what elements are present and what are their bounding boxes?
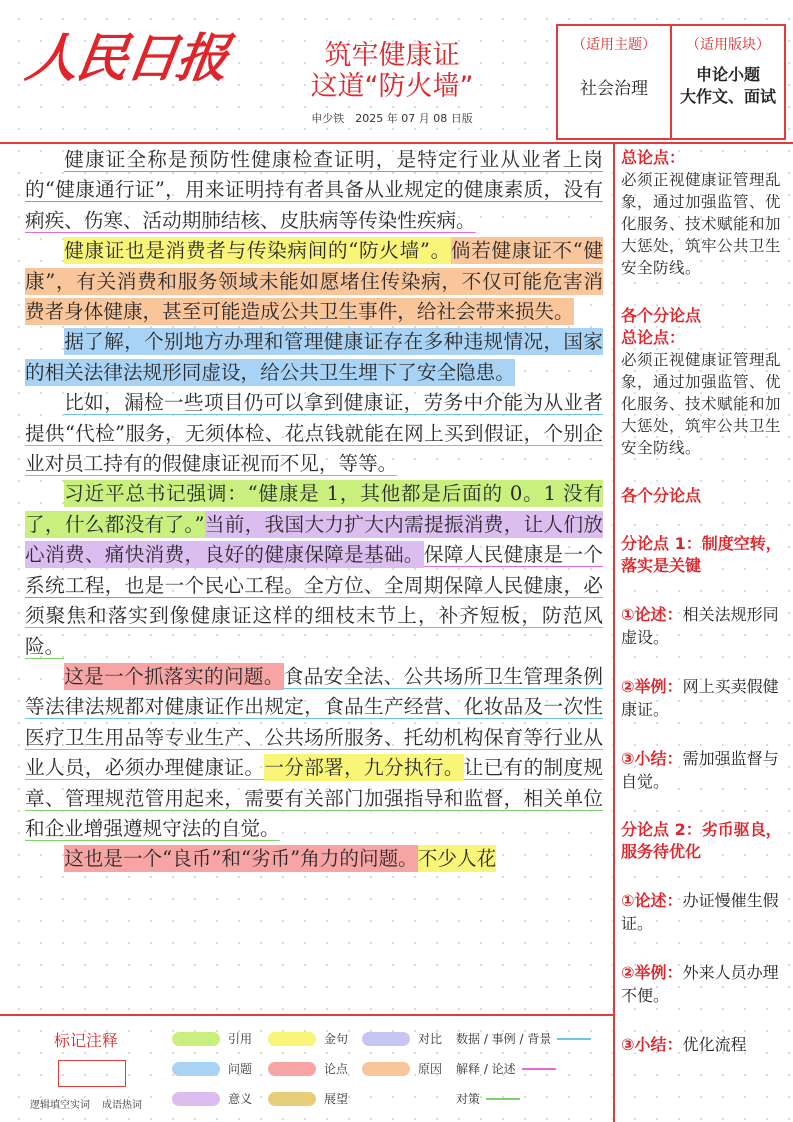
problem-text: 据了解，个别地方办理和管理健康证存在多种违规情况，国家的相关法律法规形同虚设，给公共卫生埋下了安全隐患。 — [25, 330, 603, 384]
legend-swatch — [362, 1062, 410, 1076]
legend-swatch — [172, 1092, 220, 1106]
theme-label: （适用主题） — [572, 37, 656, 53]
legend-underline — [557, 1038, 591, 1040]
legend-swatch — [172, 1032, 220, 1046]
byline: 申少铁 2025 年 07 月 08 日版 — [311, 112, 473, 125]
sub-points-label: 各个分论点 — [621, 306, 702, 325]
point-text: 这是一个抓落实的问题。 — [64, 664, 284, 688]
headline-line2: 这道“防火墙” — [310, 71, 474, 102]
legend-sample-box — [58, 1060, 126, 1087]
legend-problem: 问题 — [172, 1060, 252, 1077]
headline-line1: 筑牢健康证 — [324, 40, 460, 71]
sub-points-label-repeat: 各个分论点 — [621, 486, 702, 505]
reason-text: 倘若健康证不“健康”，有关消费和服务领域未能如愿堵住传染病，不仅可能危害消费者身体健康，甚至可能造成公共卫生事件，给社会带来损失。 — [25, 239, 603, 324]
legend-point: 论点 — [268, 1060, 348, 1077]
legend-contrast: 对比 — [362, 1030, 442, 1047]
overall-label-repeat: 总论点： — [621, 328, 686, 347]
divider-vertical — [613, 144, 615, 1122]
explain-text: 保障人民健康是一个系统工程，也是一个民心工程。 — [25, 543, 603, 597]
golden-sentence: 健康证也是消费者与传染病间的“防火墙”。 — [64, 239, 451, 263]
section-value-line2: 大作文、面试 — [679, 87, 776, 106]
article-body — [25, 145, 603, 1011]
overall-label: 总论点： — [621, 148, 686, 167]
example-text: 比如，漏检一些项目仍可以拿到健康证，劳务中介能为从业者提供“代检”服务，无须体检、花点钱就能在网上买到假证，个别企业对员工持有的假健康证视而不见，等等。 — [25, 391, 603, 476]
measure-text: 让已有的制度规章、管理规范管用起来，需要有关部门加强指导和监督，相关单位和企业增强遵规守法的自觉。 — [25, 756, 603, 840]
newspaper-logo: 人民日报 — [22, 28, 231, 89]
paragraph-4 — [25, 388, 603, 479]
overall-text: 必须正视健康证管理乱象，通过加强监管、优化服务、技术赋能和加大惩处，筑牢公共卫生安全防线。 — [621, 171, 782, 277]
annotation-legend — [0, 1016, 613, 1122]
point1-title: 分论点 1：制度空转，落实是关键 — [621, 534, 782, 575]
theme-column — [558, 26, 670, 138]
paragraph-2 — [25, 236, 603, 327]
legend-meaning: 意义 — [172, 1090, 252, 1107]
legend-outlook: 展望 — [268, 1090, 348, 1107]
meaning-text: 当前，我国大力扩大内需提振消费，让人们放心消费、痛快消费，良好的健康保障是基础。 — [25, 512, 603, 567]
headline — [262, 40, 522, 126]
legend-title: 标记注释 — [54, 1031, 119, 1050]
point-text: 这也是一个“良币”和“劣币”角力的问题。 — [64, 847, 418, 871]
point1-example: ②举例：网上买卖假健康证。 — [621, 677, 779, 719]
quote-text: 习近平总书记强调：“健康是 1，其他都是后面的 0。1 没有了，什么都没有了。” — [25, 482, 603, 536]
section-value-line1: 申论小题 — [695, 65, 760, 84]
explain-text: 健康证全称是预防性健康检查证明，是特定行业从业者上岗的“健康通行证”，用来证明持有者具备从业规定的健康素质，没有痢疾、伤寒、活动期肺结核、皮肤病等传染性疾病。 — [25, 148, 603, 232]
point1-argue: ①论述：相关法规形同虚设。 — [621, 605, 779, 647]
legend-swatch — [172, 1062, 220, 1076]
legend-swatch — [268, 1062, 316, 1076]
golden-sentence: 一分部署，九分执行。 — [264, 756, 464, 780]
theme-value: 社会治理 — [580, 79, 648, 99]
legend-underline — [522, 1068, 556, 1070]
overall-text-repeat: 必须正视健康证管理乱象，通过加强监管、优化服务、技术赋能和加大惩处，筑牢公共卫生安全防线。 — [621, 351, 782, 457]
point2-title: 分论点 2：劣币驱良，服务待优化 — [621, 820, 782, 861]
point2-argue: ①论述：办证慢催生假证。 — [621, 891, 779, 933]
legend-swatch — [362, 1032, 410, 1046]
legend-swatch — [268, 1092, 316, 1106]
legend-measure: 对策 — [456, 1090, 520, 1107]
legend-swatch — [268, 1032, 316, 1046]
point1-summary: ③小结：需加强监督与自觉。 — [621, 749, 779, 791]
section-value — [672, 64, 784, 108]
legend-data: 数据 / 事例 / 背景 — [456, 1030, 591, 1047]
divider-top — [0, 142, 793, 144]
sidebar-notes — [621, 147, 787, 1119]
paragraph-5 — [25, 479, 603, 661]
legend-underline — [486, 1098, 520, 1100]
paragraph-6 — [25, 662, 603, 844]
paragraph-3 — [25, 327, 603, 388]
background-text: 食品安全法、公共场所卫生管理条例等法律法规都对健康证作出规定，食品生产经营、化妆品及一次性医疗卫生用品等专业生产、公共场所服务、托幼机构保育等行业从业人员，必须办理健康证。 — [25, 664, 603, 780]
point2-example: ②举例：外来人员办理不便。 — [621, 963, 779, 1005]
legend-explain: 解释 / 论述 — [456, 1060, 556, 1077]
legend-footnote: 逻辑填空实词 成语热词 — [30, 1100, 142, 1111]
paragraph-1 — [25, 145, 603, 236]
section-column — [670, 26, 784, 138]
legend-reason: 原因 — [362, 1060, 442, 1077]
legend-quote: 引用 — [172, 1030, 252, 1047]
legend-golden: 金句 — [268, 1030, 348, 1047]
section-label: （适用版块） — [686, 37, 770, 53]
tag-box — [556, 24, 786, 140]
measure-text: 全方位、全周期保障人民健康，必须聚焦和落实到像健康证这样的细枝末节上，补齐短板，防范风险。 — [25, 573, 603, 658]
point2-summary: ③小结：优化流程 — [621, 1035, 747, 1054]
golden-sentence: 不少人花 — [417, 847, 497, 871]
paragraph-7 — [25, 844, 603, 874]
